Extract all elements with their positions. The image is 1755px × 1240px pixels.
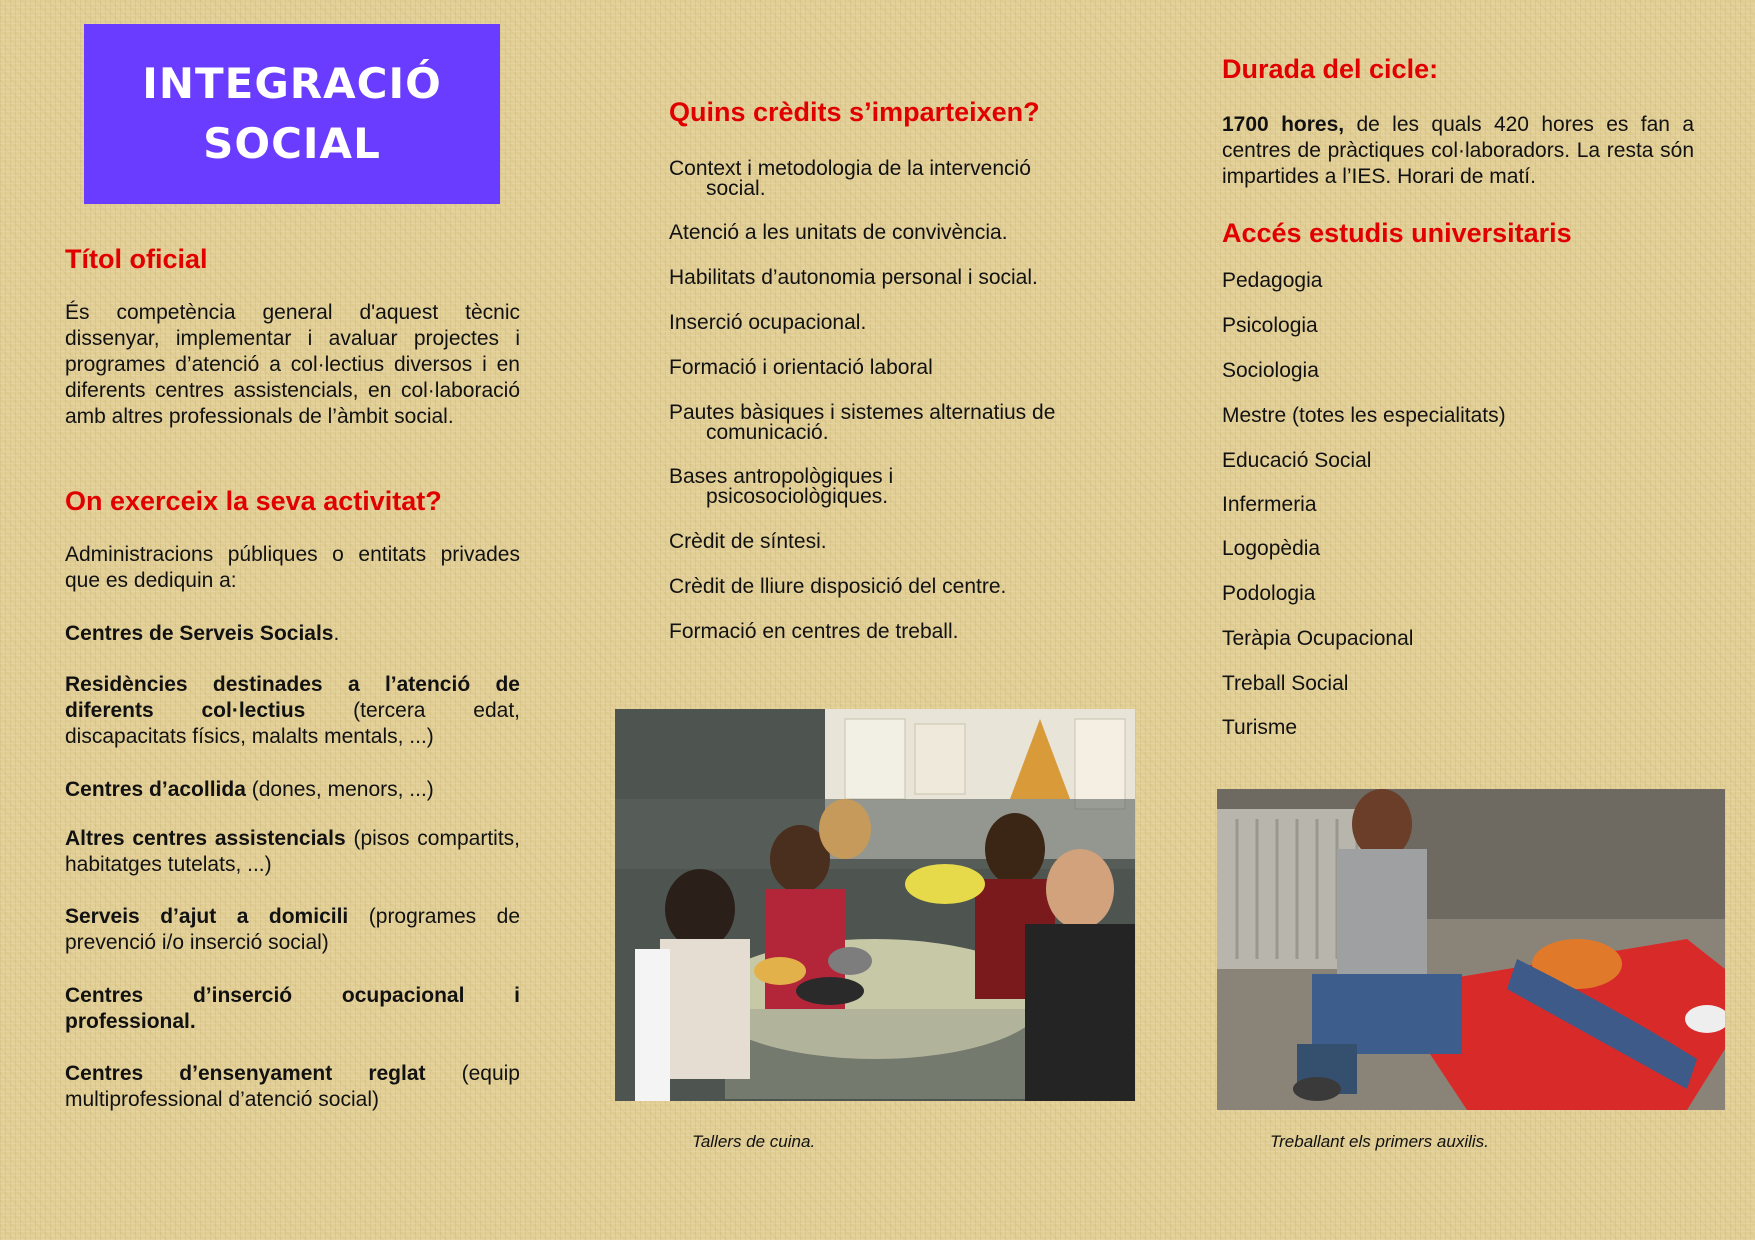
entry-bold: Altres centres assistencials: [65, 827, 346, 850]
study-item: Podologia: [1222, 582, 1316, 605]
study-item: Teràpia Ocupacional: [1222, 627, 1414, 650]
entry-altres-centres: [65, 826, 520, 878]
credit-item: [669, 532, 1109, 552]
credit-line-2: psicosociològiques.: [706, 485, 889, 508]
study-item: Turisme: [1222, 716, 1298, 739]
credit-line-1: Inserció ocupacional.: [669, 311, 867, 334]
entry-bold: Serveis d’ajut a domicili: [65, 905, 349, 928]
entry-bold: Centres d’ensenyament reglat: [65, 1062, 426, 1085]
durada-text: [1222, 112, 1694, 190]
credit-line-2: social.: [706, 177, 766, 200]
heading-activitat: On exerceix la seva activitat?: [65, 486, 442, 516]
study-item: Infermeria: [1222, 493, 1317, 516]
first-aid-photo: [1217, 789, 1725, 1110]
study-item: Mestre (totes les especialitats): [1222, 404, 1506, 427]
credit-item: [669, 268, 1109, 288]
activitat-intro: Administracions públiques o entitats privades que es dediquin a:: [65, 543, 520, 592]
entry-insercio: [65, 983, 520, 1035]
credit-line-2: comunicació.: [706, 421, 829, 444]
study-item: Sociologia: [1222, 359, 1319, 382]
study-item: Pedagogia: [1222, 269, 1323, 292]
credit-line-1: Habilitats d’autonomia personal i social.: [669, 266, 1038, 289]
entry-rest: (pisos compartits, habitatges tutelats, ...): [65, 827, 520, 876]
credit-item: [669, 223, 1109, 243]
durada-details: de les quals 420 hores es fan a centres de pràctiques col·laboradors. La resta són impartides a l’IES. Horari de matí.: [1222, 113, 1695, 188]
credits-list: [669, 159, 1109, 642]
credit-line-1: Formació en centres de treball.: [669, 620, 959, 643]
study-item: Logopèdia: [1222, 537, 1321, 560]
title-line-1: INTEGRACIÓ: [142, 59, 442, 108]
credit-line-1: Crèdit de lliure disposició del centre.: [669, 575, 1007, 598]
heading-credits: Quins crèdits s’imparteixen?: [669, 97, 1040, 127]
heading-acces: Accés estudis universitaris: [1222, 218, 1572, 248]
entry-ensenyament: [65, 1061, 520, 1113]
entry-rest: (dones, menors, ...): [245, 778, 434, 801]
titol-description: És competència general d'aquest tècnic dissenyar, implementar i avaluar projectes i programes d’atenció a col·lectius diversos i en diferents centres assistencials, en col·laboració amb altres professionals de l’àmbit social.: [65, 301, 520, 428]
study-item: Psicologia: [1222, 314, 1318, 337]
entry-bold: Centres de Serveis Socials: [65, 622, 334, 645]
credit-item: [669, 159, 1109, 199]
heading-durada: Durada del cicle:: [1222, 54, 1439, 84]
credit-line-1: Formació i orientació laboral: [669, 356, 933, 379]
entry-rest: .: [333, 622, 340, 645]
durada-hours: 1700 hores,: [1222, 113, 1345, 136]
entry-serveis-socials: [65, 621, 520, 647]
credit-line-1: Crèdit de síntesi.: [669, 530, 827, 553]
entry-bold: Centres d’inserció ocupacional i professional.: [65, 984, 520, 1033]
cooking-photo-illustration: [615, 709, 1135, 1101]
credit-item: [669, 313, 1109, 333]
credit-line-1: Pautes bàsiques i sistemes alternatius de: [669, 401, 1056, 424]
entry-rest: (tercera edat, discapacitats físics, malalts mentals, ...): [65, 699, 520, 748]
entry-bold: Centres d’acollida: [65, 778, 246, 801]
entry-acollida: [65, 777, 520, 803]
first-aid-photo-caption: Treballant els primers auxilis.: [1270, 1132, 1489, 1151]
title-box: [84, 24, 500, 204]
credit-line-1: Atenció a les unitats de convivència.: [669, 221, 1008, 244]
entry-ajut-domicili: [65, 904, 520, 956]
heading-titol-oficial: Títol oficial: [65, 244, 208, 274]
credit-item: [669, 358, 1109, 378]
cooking-workshop-photo: [615, 709, 1135, 1101]
first-aid-photo-illustration: [1217, 789, 1725, 1110]
credit-item: [669, 467, 1109, 507]
credit-item: [669, 622, 1109, 642]
entry-rest: (programes de prevenció i/o inserció social): [65, 905, 520, 954]
study-item: Educació Social: [1222, 449, 1372, 472]
entry-residencies: [65, 672, 520, 750]
credit-line-1: Context i metodologia de la intervenció: [669, 157, 1031, 180]
title-line-2: SOCIAL: [203, 119, 381, 168]
cooking-photo-caption: Tallers de cuina.: [692, 1132, 816, 1151]
credit-line-1: Bases antropològiques i: [669, 465, 894, 488]
entry-bold: Residències destinades a l’atenció de diferents col·lectius: [65, 673, 520, 722]
studies-list: [1222, 269, 1694, 740]
credit-item: [669, 577, 1109, 597]
entry-rest: (equip multiprofessional d’atenció social): [65, 1062, 520, 1111]
brochure-title: [84, 54, 500, 174]
credit-item: [669, 403, 1109, 443]
study-item: Treball Social: [1222, 672, 1349, 695]
